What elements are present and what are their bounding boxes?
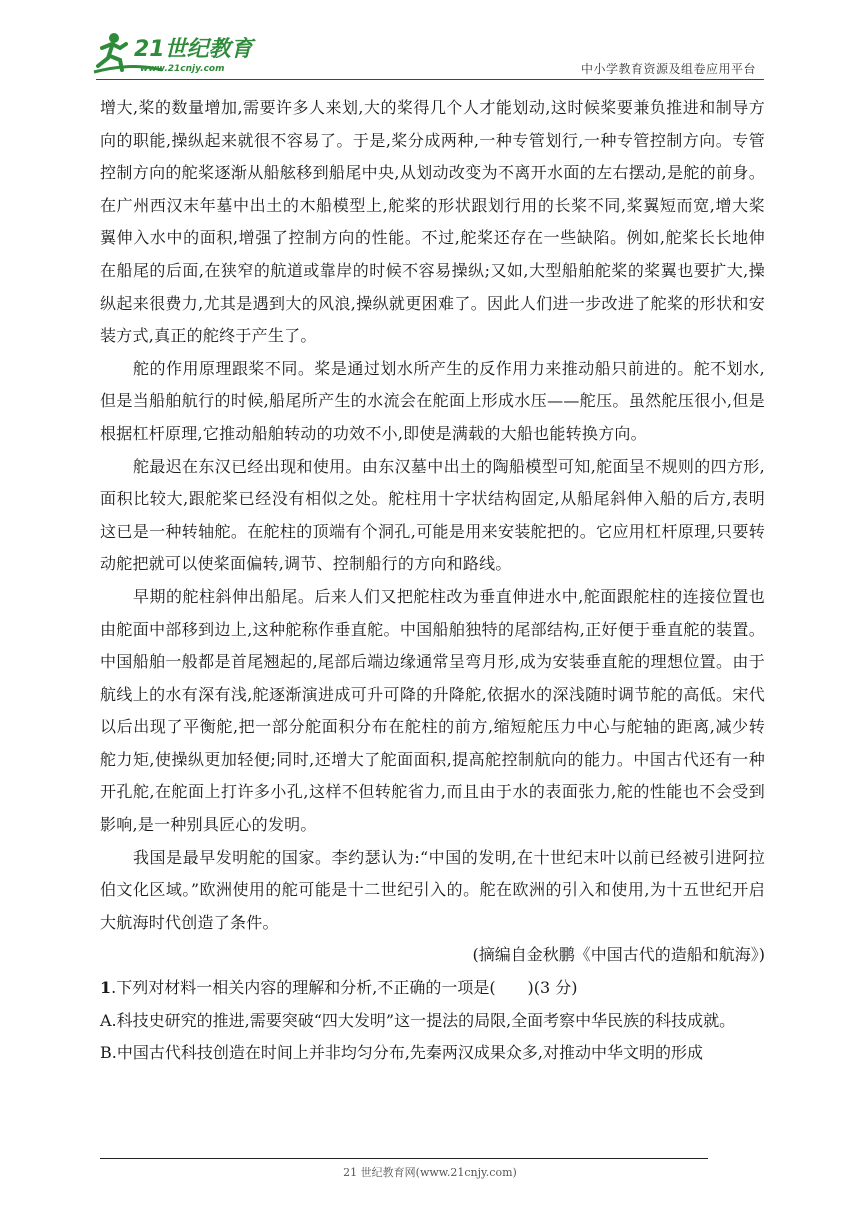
header-divider xyxy=(96,79,764,80)
question-number: 1 xyxy=(100,978,112,998)
logo-text: 21世纪教育 xyxy=(134,37,253,62)
site-logo[interactable] xyxy=(92,26,262,78)
paragraph-3: 舵最迟在东汉已经出现和使用。由东汉墓中出土的陶船模型可知,舵面呈不规则的四方形,面积比较大,跟舵桨已经没有相似之处。舵柱用十字状结构固定,从船尾斜伸入船的后方,表明这已是一种转轴舵。在舵柱的顶端有个洞孔,可能是用来安装舵把的。它应用杠杆原理,只要转动舵把就可以使桨面偏转,调节、控制船行的方向和路线。 xyxy=(100,456,765,574)
page-footer[interactable]: 21 世纪教育网(www.21cnjy.com) xyxy=(343,1166,517,1179)
option-a: A.科技史研究的推进,需要突破“四大发明”这一提法的局限,全面考察中华民族的科技成就。 xyxy=(100,1010,736,1030)
source-citation: (摘编自金秋鹏《中国古代的造船和航海》) xyxy=(472,945,765,965)
paragraph-1: 增大,桨的数量增加,需要许多人来划,大的桨得几个人才能划动,这时候桨要兼负推进和制导方向的职能,操纵起来就很不容易了。于是,桨分成两种,一种专管划行,一种专管控制方向。专管控制方向的舵桨逐渐从船舷移到船尾中央,从划动改变为不离开水面的左右摆动,是舵的前身。在广州西汉末年墓中出土的木船模型上,舵桨的形状跟划行用的长桨不同,桨翼短而宽,增大桨翼伸入水中的面积,增强了控制方向的性能。不过,舵桨还存在一些缺陷。例如,舵桨长长地伸在船尾的后面,在狭窄的航道或靠岸的时候不容易操纵;又如,大型船舶舵桨的桨翼也要扩大,操纵起来很费力,尤其是遇到大的风浪,操纵就更困难了。因此人们进一步改进了舵桨的形状和安装方式,真正的舵终于产生了。 xyxy=(100,98,765,346)
option-b: B.中国古代科技创造在时间上并非均匀分布,先秦两汉成果众多,对推动中华文明的形成 xyxy=(100,1043,704,1063)
page-header xyxy=(0,0,860,82)
question-1 xyxy=(100,972,765,1005)
platform-name: 中小学教育资源及组卷应用平台 xyxy=(580,62,756,76)
paragraph-5: 我国是最早发明舵的国家。李约瑟认为:“中国的发明,在十世纪末叶以前已经被引进阿拉伯文化区域。”欧洲使用的舵可能是十二世纪引入的。舵在欧洲的引入和使用,为十五世纪开启大航海时代创造了条件。 xyxy=(100,847,765,932)
article-body xyxy=(100,92,765,1070)
logo-url: www.21cnjy.com xyxy=(140,64,225,74)
question-stem: .下列对材料一相关内容的理解和分析,不正确的一项是( )(3 分) xyxy=(111,978,578,998)
paragraph-2: 舵的作用原理跟桨不同。桨是通过划水所产生的反作用力来推动船只前进的。舵不划水,但是当船舶航行的时候,船尾所产生的水流会在舵面上形成水压——舵压。虽然舵压很小,但是根据杠杆原理,它推动船舶转动的功效不小,即使是满载的大船也能转换方向。 xyxy=(100,358,765,443)
paragraph-4: 早期的舵柱斜伸出船尾。后来人们又把舵柱改为垂直伸进水中,舵面跟舵柱的连接位置也由舵面中部移到边上,这种舵称作垂直舵。中国船舶独特的尾部结构,正好便于垂直舵的装置。中国船舶一般都是首尾翘起的,尾部后端边缘通常呈弯月形,成为安装垂直舵的理想位置。由于航线上的水有深有浅,舵逐渐演进成可升可降的升降舵,依据水的深浅随时调节舵的高低。宋代以后出现了平衡舵,把一部分舵面积分布在舵柱的前方,缩短舵压力中心与舵轴的距离,减少转舵力矩,使操纵更加轻便;同时,还增大了舵面面积,提高舵控制航向的能力。中国古代还有一种开孔舵,在舵面上打许多小孔,这样不但转舵省力,而且由于水的表面张力,舵的性能也不会受到影响,是一种别具匠心的发明。 xyxy=(100,586,765,835)
footer-divider xyxy=(100,1158,708,1159)
